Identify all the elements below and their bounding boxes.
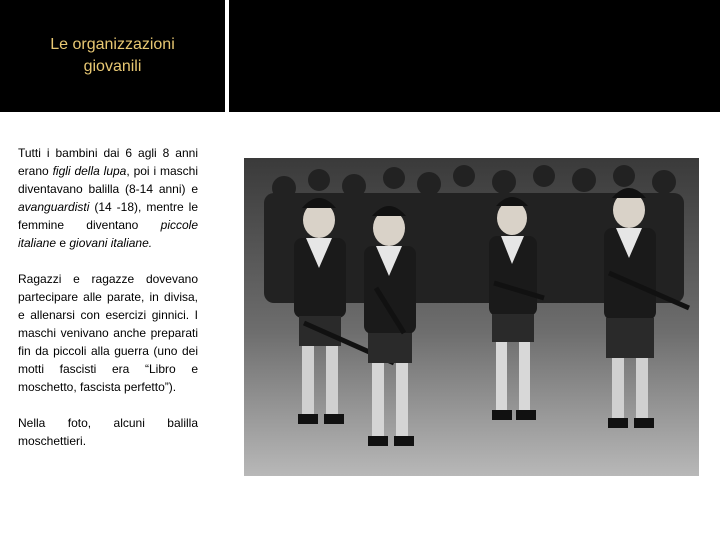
title-line-2: giovanili bbox=[83, 58, 142, 75]
photo-illustration bbox=[244, 158, 699, 476]
paragraph-2: Ragazzi e ragazze dovevano partecipare alle parate, in divisa, e allenarsi con esercizi ginnici. I maschi venivano anche preparati fin da piccoli alla guerra (uno dei motti fascisti era “Libro e moschetto, fascista perfetto”). bbox=[18, 272, 198, 394]
p1-italic-1: figli della lupa bbox=[52, 164, 127, 178]
p1-text-1: Tutti i bambini dai 6 agli 8 anni erano bbox=[18, 146, 198, 178]
p1-text-4: e bbox=[56, 236, 70, 250]
p1-italic-2: avanguardisti bbox=[18, 200, 90, 214]
body-text bbox=[18, 144, 198, 468]
slide-title bbox=[28, 34, 198, 78]
title-box bbox=[0, 0, 225, 112]
paragraph-3: Nella foto, alcuni balilla moschettieri. bbox=[18, 416, 198, 448]
historical-photo bbox=[244, 158, 699, 476]
paragraph-1 bbox=[18, 144, 198, 252]
header-bar bbox=[229, 0, 720, 112]
p1-italic-3: piccole italiane bbox=[18, 218, 198, 250]
p1-italic-4: giovani italiane. bbox=[69, 236, 153, 250]
p1-text-3: (14 -18), mentre le femmine diventano bbox=[18, 200, 198, 232]
p1-text-2: , poi i maschi diventavano balilla (8-14 anni) e bbox=[18, 164, 198, 196]
title-line-1: Le organizzazioni bbox=[50, 36, 175, 53]
